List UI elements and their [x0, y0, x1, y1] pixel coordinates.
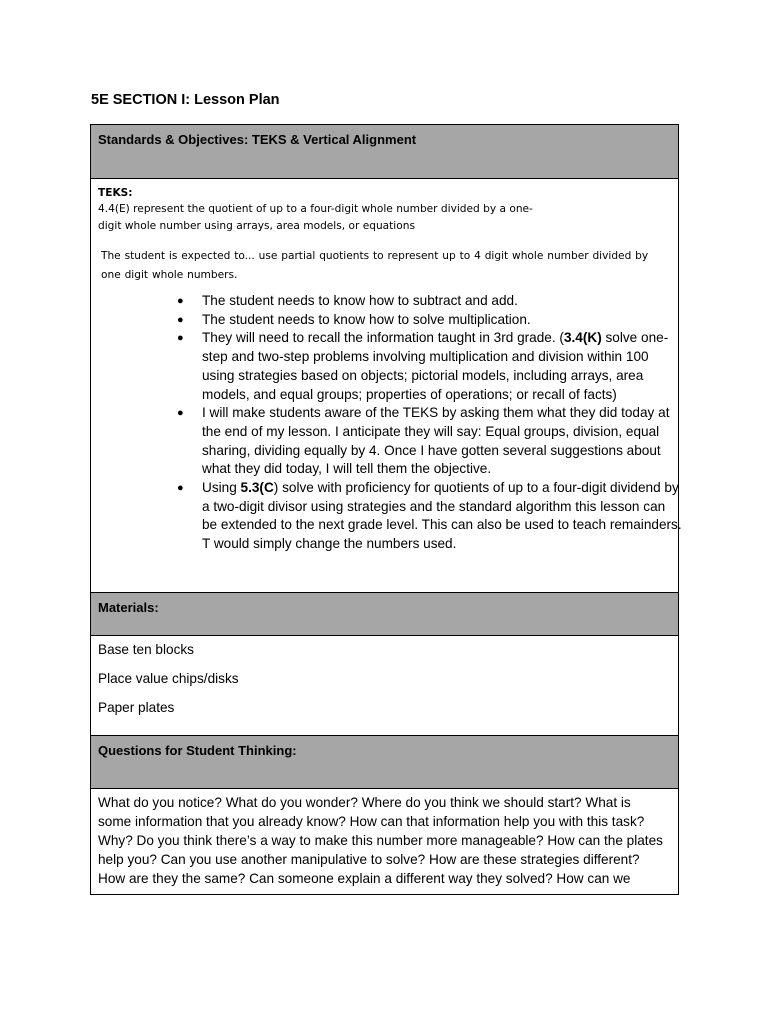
questions-line: some information that you already know? How can that information help you with this task? — [98, 814, 645, 829]
list-item: ● Using 5.3(C) solve with proficiency for quotients of up to a four-digit dividend by a two-digit divisor using strategies and the standard algorithm this lesson can be extended to the next grade level. This can also be used to teach remainders. T would simply change the numbers used. — [177, 480, 682, 552]
bullet-icon: ● — [177, 407, 184, 420]
questions-line: How are they the same? Can someone explain a different way they solved? How can we — [98, 871, 631, 886]
materials-header: Materials: — [91, 592, 678, 635]
material-item: Base ten blocks — [98, 642, 194, 657]
teks-label: TEKS: — [98, 187, 133, 199]
bullet-icon: ● — [177, 295, 184, 307]
student-expectation-line-2: one digit whole numbers. — [101, 269, 238, 281]
teks-code: 3.4(K) — [563, 330, 602, 346]
questions-header: Questions for Student Thinking: — [91, 735, 678, 788]
questions-line: help you? Can you use another manipulative to solve? How are these strategies different? — [98, 852, 640, 867]
questions-cell — [91, 788, 678, 894]
bullet-icon: ● — [177, 482, 184, 495]
list-item: ● I will make students aware of the TEKS by asking them what they did today at the end of my lesson. I anticipate they will say: Equal groups, division, equal sharing, dividing equally by 4. Once I have gotten several suggestions about what they did today, I will tell them the objective. — [177, 405, 670, 477]
material-item: Place value chips/disks — [98, 671, 239, 686]
standards-header: Standards & Objectives: TEKS & Vertical Alignment — [91, 125, 678, 178]
student-expectation-line-1: The student is expected to... use partial quotients to represent up to 4 digit whole number divided by — [101, 250, 649, 262]
page-title: 5E SECTION I: Lesson Plan — [91, 92, 280, 108]
list-item: ● They will need to recall the information taught in 3rd grade. (3.4(K) solve one-step and two-step problems involving multiplication and division within 100 using strategies based on objects; pictorial models, including arrays, area models, and equal groups; properties of operations; or recall of facts) — [177, 330, 669, 402]
teks-standard-line-2: digit whole number using arrays, area models, or equations — [98, 220, 415, 232]
bullet-icon: ● — [177, 332, 184, 345]
teks-standard-line-1: 4.4(E) represent the quotient of up to a four-digit whole number divided by a one- — [98, 203, 533, 215]
lesson-plan-table — [90, 124, 682, 895]
student-expectation — [98, 247, 671, 285]
material-item: Paper plates — [98, 700, 175, 715]
bullet-icon: ● — [177, 313, 184, 326]
list-item: ● The student needs to know how to subtract and add. — [188, 292, 684, 311]
objectives-list — [98, 292, 682, 554]
teks-code: 5.3(C — [240, 480, 274, 496]
materials-cell — [91, 635, 678, 735]
list-item: ● The student needs to know how to solve multiplication. — [188, 311, 684, 330]
teks-cell — [91, 178, 682, 592]
questions-line: Why? Do you think there’s a way to make this number more manageable? How can the plates — [98, 833, 663, 848]
questions-line: What do you notice? What do you wonder? Where do you think we should start? What is — [98, 795, 631, 810]
